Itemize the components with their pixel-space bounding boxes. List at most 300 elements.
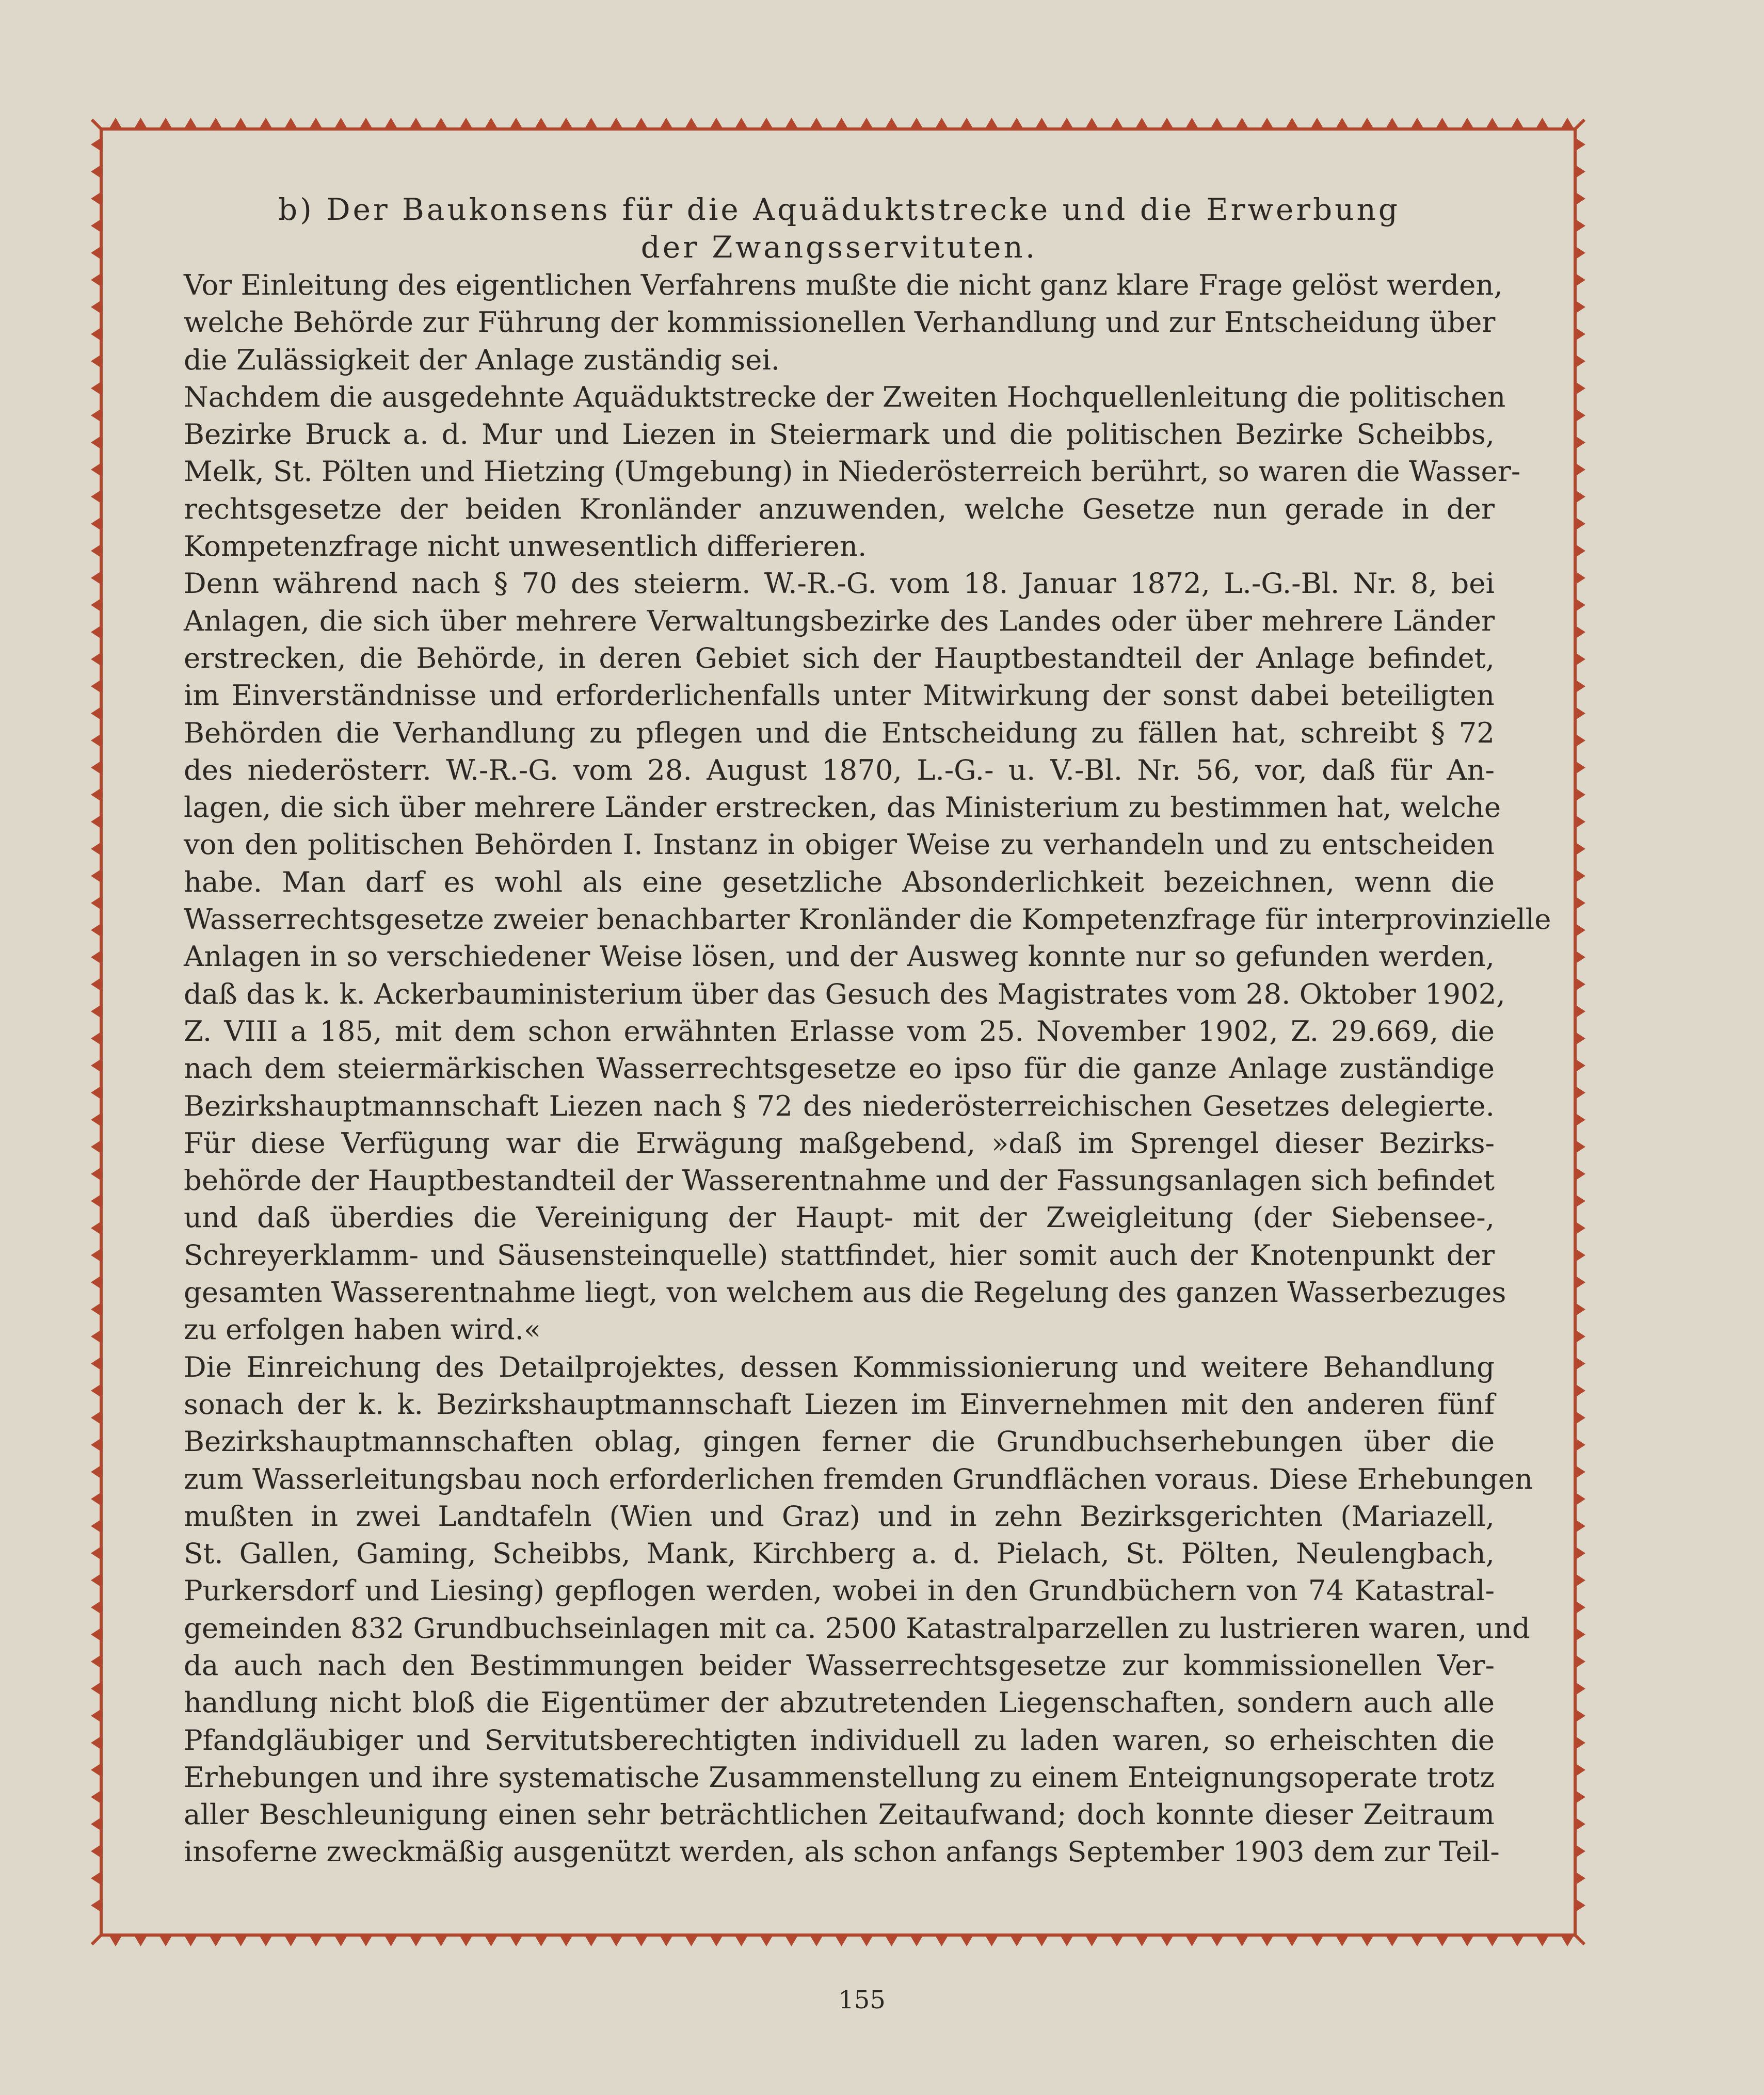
border-ornament bbox=[1010, 1935, 1023, 1946]
border-ornament bbox=[91, 707, 101, 720]
text-line: des niederösterr. W.-R.-G. vom 28. August 1870, L.-G.- u. V.-Bl. Nr. 56, vor, daß für An- bbox=[184, 753, 1495, 786]
border-ornament bbox=[735, 118, 748, 129]
border-ornament bbox=[1575, 1438, 1585, 1452]
text-line: Kompetenzfrage nicht unwesentlich differieren. bbox=[184, 529, 867, 563]
border-ornament bbox=[660, 1935, 673, 1946]
border-ornament bbox=[1575, 1465, 1585, 1479]
text-line: Vor Einleitung des eigentlichen Verfahrens mußte die nicht ganz klare Frage gelöst werden, bbox=[184, 268, 1503, 301]
border-ornament bbox=[334, 118, 348, 129]
text-line: nach dem steiermärkischen Wasserrechtsgesetze eo ipso für die ganze Anlage zuständige bbox=[184, 1052, 1495, 1085]
text-line: Z. VIII a 185, mit dem schon erwähnten Erlasse vom 25. November 1902, Z. 29.669, die bbox=[184, 1014, 1495, 1048]
border-ornament bbox=[785, 118, 798, 129]
border-ornament bbox=[1410, 1935, 1424, 1946]
border-ornament bbox=[1536, 118, 1549, 129]
border-ornament bbox=[91, 1113, 101, 1126]
border-ornament bbox=[134, 1935, 148, 1946]
border-ornament bbox=[91, 490, 101, 504]
text-line: Behörden die Verhandlung zu pflegen und die Entscheidung zu fällen hat, schreibt § 72 bbox=[184, 716, 1495, 749]
border-ornament bbox=[935, 118, 949, 129]
border-ornament bbox=[1575, 1032, 1585, 1045]
border-ornament bbox=[1575, 950, 1585, 964]
border-ornament bbox=[1575, 382, 1585, 395]
border-ornament bbox=[860, 118, 873, 129]
border-ornament bbox=[1575, 1655, 1585, 1668]
text-line: aller Beschleunigung einen sehr beträchtlichen Zeitaufwand; doch konnte dieser Zeitraum bbox=[184, 1798, 1495, 1831]
border-ornament bbox=[685, 118, 698, 129]
border-ornament bbox=[91, 1276, 101, 1289]
border-ornament bbox=[91, 1763, 101, 1777]
border-ornament bbox=[1575, 1546, 1585, 1560]
text-line: Erhebungen und ihre systematische Zusammenstellung zu einem Enteignungsoperate trotz bbox=[184, 1760, 1495, 1794]
text-line: Wasserrechtsgesetze zweier benachbarter Kronländer die Kompetenzfrage für interprovinzielle bbox=[184, 903, 1551, 936]
border-ornament bbox=[91, 1167, 101, 1181]
border-ornament bbox=[1160, 118, 1174, 129]
border-ornament bbox=[810, 1935, 823, 1946]
border-ornament bbox=[935, 1935, 949, 1946]
border-ornament bbox=[91, 1303, 101, 1316]
border-ornament bbox=[159, 118, 172, 129]
border-ornament bbox=[1511, 118, 1524, 129]
border-ornament bbox=[1575, 1682, 1585, 1696]
border-ornament bbox=[559, 118, 573, 129]
border-ornament bbox=[1575, 1709, 1585, 1722]
border-ornament bbox=[1060, 118, 1073, 129]
border-ornament bbox=[309, 118, 323, 129]
border-ornament bbox=[1575, 1817, 1585, 1831]
border-ornament bbox=[710, 118, 723, 129]
border-ornament bbox=[885, 1935, 899, 1946]
border-ornament bbox=[259, 118, 272, 129]
text-line: mußten in zwei Landtafeln (Wien und Graz) und in zehn Bezirksgerichten (Mariazell, bbox=[184, 1499, 1495, 1533]
border-ornament bbox=[1110, 1935, 1124, 1946]
border-ornament bbox=[660, 118, 673, 129]
border-ornament bbox=[91, 1872, 101, 1885]
border-ornament bbox=[1575, 1249, 1585, 1262]
border-ornament bbox=[109, 1935, 122, 1946]
border-ornament bbox=[1575, 1736, 1585, 1750]
border-ornament bbox=[435, 1935, 448, 1946]
border-ornament bbox=[1236, 118, 1249, 129]
border-ornament bbox=[1461, 1935, 1474, 1946]
border-ornament bbox=[1575, 354, 1585, 368]
border-ornament bbox=[1436, 1935, 1449, 1946]
border-ornament bbox=[1575, 490, 1585, 504]
border-ornament bbox=[91, 1628, 101, 1641]
text-line: habe. Man darf es wohl als eine gesetzliche Absonderlichkeit bezeichnen, wenn die bbox=[184, 865, 1495, 898]
border-ornament bbox=[1010, 118, 1023, 129]
border-ornament bbox=[91, 1709, 101, 1722]
text-line: handlung nicht bloß die Eigentümer der abzutretenden Liegenschaften, sondern auch alle bbox=[184, 1686, 1495, 1719]
border-ornament bbox=[1575, 1195, 1585, 1208]
border-ornament bbox=[535, 118, 548, 129]
border-ornament bbox=[91, 1817, 101, 1831]
border-ornament bbox=[459, 118, 473, 129]
border-ornament bbox=[1575, 653, 1585, 666]
border-ornament bbox=[1060, 1935, 1073, 1946]
border-ornament bbox=[610, 1935, 623, 1946]
border-ornament bbox=[1575, 1899, 1585, 1912]
page-number: 155 bbox=[838, 1986, 886, 2015]
border-ornament bbox=[1135, 118, 1149, 129]
border-ornament bbox=[760, 118, 773, 129]
border-ornament bbox=[1461, 118, 1474, 129]
paragraph bbox=[184, 266, 1503, 378]
border-ornament bbox=[810, 118, 823, 129]
border-ornament bbox=[259, 1935, 272, 1946]
border-ornament bbox=[91, 1736, 101, 1750]
border-ornament bbox=[835, 118, 848, 129]
text-line: insoferne zweckmäßig ausgenützt werden, als schon anfangs September 1903 dem zur Teil- bbox=[184, 1835, 1500, 1868]
border-ornament bbox=[1575, 517, 1585, 530]
border-ornament bbox=[1386, 118, 1399, 129]
text-line: rechtsgesetze der beiden Kronländer anzuwenden, welche Gesetze nun gerade in der bbox=[184, 492, 1495, 525]
border-ornament bbox=[710, 1935, 723, 1946]
border-ornament bbox=[1575, 571, 1585, 585]
border-ornament bbox=[284, 118, 298, 129]
border-ornament bbox=[1575, 436, 1585, 449]
border-ornament bbox=[985, 1935, 999, 1946]
text-line: Bezirkshauptmannschaft Liezen nach § 72 des niederösterreichischen Gesetzes delegierte. bbox=[184, 1089, 1495, 1122]
border-ornament bbox=[359, 118, 373, 129]
border-ornament bbox=[960, 118, 973, 129]
border-ornament bbox=[1575, 1492, 1585, 1506]
text-line: Die Einreichung des Detailprojektes, dessen Kommissionierung und weitere Behandlung bbox=[184, 1350, 1495, 1383]
border-ornament bbox=[1575, 1221, 1585, 1235]
border-ornament bbox=[1575, 1113, 1585, 1126]
border-ornament bbox=[1575, 680, 1585, 693]
border-ornament bbox=[1575, 707, 1585, 720]
border-ornament bbox=[985, 118, 999, 129]
border-ornament bbox=[1575, 1384, 1585, 1397]
border-ornament bbox=[459, 1935, 473, 1946]
border-ornament bbox=[1185, 1935, 1199, 1946]
border-ornament bbox=[860, 1935, 873, 1946]
border-ornament bbox=[910, 118, 923, 129]
border-ornament bbox=[1410, 118, 1424, 129]
text-line: lagen, die sich über mehrere Länder erstrecken, das Ministerium zu bestimmen hat, welche bbox=[184, 791, 1501, 824]
border-ornament bbox=[91, 165, 101, 179]
border-ornament bbox=[91, 815, 101, 829]
border-ornament bbox=[1561, 118, 1574, 129]
border-ornament bbox=[1486, 118, 1499, 129]
border-ornament bbox=[1575, 815, 1585, 829]
border-ornament bbox=[785, 1935, 798, 1946]
border-ornament bbox=[1286, 1935, 1299, 1946]
border-corner bbox=[92, 1935, 101, 1944]
border-ornament bbox=[1575, 1303, 1585, 1316]
border-ornament bbox=[359, 1935, 373, 1946]
border-ornament bbox=[1110, 118, 1124, 129]
border-ornament bbox=[435, 118, 448, 129]
border-ornament bbox=[1575, 1357, 1585, 1371]
text-line: die Zulässigkeit der Anlage zuständig sei. bbox=[184, 343, 780, 376]
border-ornament bbox=[91, 273, 101, 287]
border-ornament bbox=[184, 1935, 198, 1946]
border-ornament bbox=[91, 1465, 101, 1479]
text-line: Melk, St. Pölten und Hietzing (Umgebung) in Niederösterreich berührt, so waren die Wasser- bbox=[184, 455, 1521, 488]
border-ornament bbox=[1575, 896, 1585, 910]
border-ornament bbox=[91, 382, 101, 395]
border-ornament bbox=[1575, 599, 1585, 612]
border-ornament bbox=[109, 118, 122, 129]
border-ornament bbox=[409, 118, 423, 129]
border-ornament bbox=[585, 118, 598, 129]
text-line: gesamten Wasserentnahme liegt, von welchem aus die Regelung des ganzen Wasserbezuges bbox=[184, 1276, 1506, 1309]
border-ornament bbox=[1135, 1935, 1149, 1946]
border-ornament bbox=[91, 1845, 101, 1858]
border-ornament bbox=[334, 1935, 348, 1946]
text-line: gemeinden 832 Grundbuchseinlagen mit ca. 2500 Katastralparzellen zu lustrieren waren, und bbox=[184, 1611, 1530, 1645]
border-ornament bbox=[91, 1384, 101, 1397]
border-ornament bbox=[1575, 761, 1585, 775]
border-ornament bbox=[184, 118, 198, 129]
border-ornament bbox=[91, 869, 101, 883]
text-line: erstrecken, die Behörde, in deren Gebiet sich der Hauptbestandteil der Anlage befindet, bbox=[184, 641, 1495, 674]
border-ornament bbox=[509, 1935, 523, 1946]
border-ornament bbox=[610, 118, 623, 129]
border-ornament bbox=[1536, 1935, 1549, 1946]
text-line: behörde der Hauptbestandteil der Wasserentnahme und der Fassungsanlagen sich befindet bbox=[184, 1164, 1495, 1197]
border-ornament bbox=[685, 1935, 698, 1946]
main-text bbox=[184, 191, 1551, 1871]
border-ornament bbox=[635, 118, 648, 129]
border-ornament bbox=[1575, 924, 1585, 937]
border-ornament bbox=[91, 409, 101, 422]
border-ornament bbox=[1336, 1935, 1349, 1946]
border-ornament bbox=[1575, 1520, 1585, 1533]
border-ornament bbox=[159, 1935, 172, 1946]
border-ornament bbox=[91, 1574, 101, 1587]
border-ornament bbox=[1085, 118, 1099, 129]
border-ornament bbox=[1575, 788, 1585, 801]
border-ornament bbox=[559, 1935, 573, 1946]
border-ornament bbox=[91, 219, 101, 233]
text-line: Nachdem die ausgedehnte Aquäduktstrecke der Zweiten Hochquellenleitung die politischen bbox=[184, 380, 1506, 413]
border-ornament bbox=[485, 118, 498, 129]
border-ornament bbox=[1575, 544, 1585, 558]
border-ornament bbox=[1575, 1574, 1585, 1587]
border-ornament bbox=[1575, 1601, 1585, 1614]
border-ornament bbox=[91, 599, 101, 612]
border-ornament bbox=[1575, 1276, 1585, 1289]
heading-line: b) Der Baukonsens für die Aquäduktstrecke und die Erwerbung bbox=[278, 192, 1401, 227]
border-ornament bbox=[1575, 842, 1585, 856]
border-ornament bbox=[485, 1935, 498, 1946]
border-ornament bbox=[1575, 246, 1585, 260]
border-ornament bbox=[91, 1438, 101, 1452]
border-ornament bbox=[91, 1655, 101, 1668]
text-line: Schreyerklamm- und Säusensteinquelle) stattfindet, hier somit auch der Knotenpunkt der bbox=[184, 1238, 1495, 1271]
border-ornament bbox=[1386, 1935, 1399, 1946]
section-heading bbox=[184, 191, 1495, 266]
border-ornament bbox=[835, 1935, 848, 1946]
border-ornament bbox=[1575, 1791, 1585, 1804]
text-line: von den politischen Behörden I. Instanz in obiger Weise zu verhandeln und zu entscheiden bbox=[184, 828, 1495, 861]
border-ornament bbox=[1575, 869, 1585, 883]
border-ornament bbox=[91, 1520, 101, 1533]
text-line: Anlagen, die sich über mehrere Verwaltungsbezirke des Landes oder über mehrere Länder bbox=[184, 604, 1495, 637]
text-line: Pfandgläubiger und Servitutsberechtigten individuell zu laden waren, so erheischten die bbox=[184, 1723, 1495, 1756]
border-ornament bbox=[1575, 463, 1585, 476]
border-ornament bbox=[1575, 328, 1585, 341]
border-ornament bbox=[910, 1935, 923, 1946]
border-ornament bbox=[91, 1330, 101, 1343]
border-ornament bbox=[1575, 192, 1585, 205]
paragraph bbox=[184, 1348, 1533, 1871]
border-ornament bbox=[1575, 1411, 1585, 1425]
border-ornament bbox=[309, 1935, 323, 1946]
border-ornament bbox=[1575, 734, 1585, 747]
border-ornament bbox=[1575, 1763, 1585, 1777]
border-ornament bbox=[409, 1935, 423, 1946]
border-ornament bbox=[91, 761, 101, 775]
border-corner bbox=[1575, 1935, 1584, 1944]
border-ornament bbox=[1260, 118, 1274, 129]
border-ornament bbox=[91, 192, 101, 205]
border-ornament bbox=[91, 517, 101, 530]
border-ornament bbox=[635, 1935, 648, 1946]
border-ornament bbox=[1575, 1845, 1585, 1858]
border-ornament bbox=[209, 1935, 222, 1946]
border-ornament bbox=[1575, 409, 1585, 422]
border-ornament bbox=[960, 1935, 973, 1946]
paragraph bbox=[184, 565, 1551, 1348]
border-ornament bbox=[91, 1221, 101, 1235]
border-ornament bbox=[91, 246, 101, 260]
text-line: Für diese Verfügung war die Erwägung maßgebend, »daß im Sprengel dieser Bezirks- bbox=[184, 1126, 1495, 1159]
border-ornament bbox=[509, 118, 523, 129]
border-ornament bbox=[91, 300, 101, 314]
border-ornament bbox=[1575, 273, 1585, 287]
border-ornament bbox=[384, 1935, 398, 1946]
text-line: im Einverständnisse und erforderlichenfalls unter Mitwirkung der sonst dabei beteiligten bbox=[184, 679, 1495, 712]
border-corner bbox=[1575, 120, 1584, 129]
border-ornament bbox=[1575, 978, 1585, 991]
border-ornament bbox=[91, 1411, 101, 1425]
border-ornament bbox=[1035, 1935, 1049, 1946]
border-ornament bbox=[1160, 1935, 1174, 1946]
border-ornament bbox=[1575, 1872, 1585, 1885]
text-line: daß das k. k. Ackerbauministerium über das Gesuch des Magistrates vom 28. Oktober 1902, bbox=[184, 977, 1505, 1010]
border-ornament bbox=[1575, 1059, 1585, 1072]
text-line: sonach der k. k. Bezirkshauptmannschaft Liezen im Einvernehmen mit den anderen fünf bbox=[184, 1387, 1495, 1421]
border-ornament bbox=[1286, 118, 1299, 129]
border-ornament bbox=[885, 118, 899, 129]
text-line: Bezirke Bruck a. d. Mur und Liezen in Steiermark und die politischen Bezirke Scheibbs, bbox=[184, 417, 1495, 451]
border-ornament bbox=[1575, 138, 1585, 151]
border-ornament bbox=[1236, 1935, 1249, 1946]
heading-line: der Zwangsservituten. bbox=[640, 230, 1038, 265]
border-ornament bbox=[134, 118, 148, 129]
border-ornament bbox=[91, 463, 101, 476]
border-ornament bbox=[91, 842, 101, 856]
border-ornament bbox=[1575, 165, 1585, 179]
text-line: zu erfolgen haben wird.« bbox=[184, 1313, 541, 1346]
border-ornament bbox=[1360, 118, 1374, 129]
border-ornament bbox=[91, 1546, 101, 1560]
border-ornament bbox=[1210, 1935, 1224, 1946]
border-ornament bbox=[91, 1899, 101, 1912]
border-ornament bbox=[91, 436, 101, 449]
border-ornament bbox=[91, 1140, 101, 1154]
border-ornament bbox=[1575, 1140, 1585, 1154]
border-ornament bbox=[91, 544, 101, 558]
border-ornament bbox=[1310, 1935, 1324, 1946]
border-ornament bbox=[91, 1059, 101, 1072]
border-ornament bbox=[1336, 118, 1349, 129]
text-line: Anlagen in so verschiedener Weise lösen, und der Ausweg konnte nur so gefunden werden, bbox=[184, 940, 1495, 973]
border-ornament bbox=[91, 1086, 101, 1100]
border-ornament bbox=[1511, 1935, 1524, 1946]
border-ornament bbox=[91, 924, 101, 937]
text-line: Bezirkshauptmannschaften oblag, gingen ferner die Grundbuchserhebungen über die bbox=[184, 1425, 1495, 1458]
border-ornament bbox=[91, 328, 101, 341]
border-ornament bbox=[91, 680, 101, 693]
border-ornament bbox=[585, 1935, 598, 1946]
border-ornament bbox=[91, 1032, 101, 1045]
border-ornament bbox=[735, 1935, 748, 1946]
border-ornament bbox=[91, 1791, 101, 1804]
text-line: da auch nach den Bestimmungen beider Wasserrechtsgesetze zur kommissionellen Ver- bbox=[184, 1648, 1495, 1682]
border-ornament bbox=[1575, 300, 1585, 314]
text-line: und daß überdies die Vereinigung der Haupt- mit der Zweigleitung (der Siebensee-, bbox=[184, 1201, 1495, 1234]
text-line: welche Behörde zur Führung der kommissionellen Verhandlung und zur Entscheidung über bbox=[184, 305, 1496, 339]
border-ornament bbox=[284, 1935, 298, 1946]
border-ornament bbox=[1035, 118, 1049, 129]
border-ornament bbox=[91, 734, 101, 747]
border-ornament bbox=[760, 1935, 773, 1946]
text-line: zum Wasserleitungsbau noch erforderlichen fremden Grundflächen voraus. Diese Erhebungen bbox=[184, 1462, 1533, 1495]
border-ornament bbox=[1185, 118, 1199, 129]
border-ornament bbox=[91, 896, 101, 910]
border-ornament bbox=[91, 354, 101, 368]
paragraph bbox=[184, 378, 1521, 565]
border-ornament bbox=[1575, 1167, 1585, 1181]
border-ornament bbox=[91, 625, 101, 639]
text-line: St. Gallen, Gaming, Scheibbs, Mank, Kirchberg a. d. Pielach, St. Pölten, Neulengbach, bbox=[184, 1537, 1495, 1570]
border-ornament bbox=[1575, 1086, 1585, 1100]
border-ornament bbox=[91, 788, 101, 801]
border-ornament bbox=[91, 1357, 101, 1371]
border-ornament bbox=[1310, 118, 1324, 129]
border-ornament bbox=[1085, 1935, 1099, 1946]
border-ornament bbox=[91, 950, 101, 964]
border-ornament bbox=[91, 571, 101, 585]
border-ornament bbox=[1210, 118, 1224, 129]
border-ornament bbox=[91, 1195, 101, 1208]
border-ornament bbox=[1260, 1935, 1274, 1946]
border-ornament bbox=[234, 118, 248, 129]
border-ornament bbox=[91, 1601, 101, 1614]
border-ornament bbox=[91, 653, 101, 666]
border-ornament bbox=[1575, 1330, 1585, 1343]
border-ornament bbox=[91, 1492, 101, 1506]
border-corner bbox=[92, 120, 101, 129]
border-ornament bbox=[1486, 1935, 1499, 1946]
border-ornament bbox=[91, 1682, 101, 1696]
border-ornament bbox=[234, 1935, 248, 1946]
border-ornament bbox=[535, 1935, 548, 1946]
border-ornament bbox=[1575, 1628, 1585, 1641]
border-ornament bbox=[1575, 625, 1585, 639]
text-line: Purkersdorf und Liesing) gepflogen werden, wobei in den Grundbüchern von 74 Katastral- bbox=[184, 1574, 1495, 1607]
border-ornament bbox=[1575, 1005, 1585, 1018]
border-ornament bbox=[1360, 1935, 1374, 1946]
border-ornament bbox=[1561, 1935, 1574, 1946]
border-ornament bbox=[91, 978, 101, 991]
border-ornament bbox=[1436, 118, 1449, 129]
border-ornament bbox=[91, 1249, 101, 1262]
